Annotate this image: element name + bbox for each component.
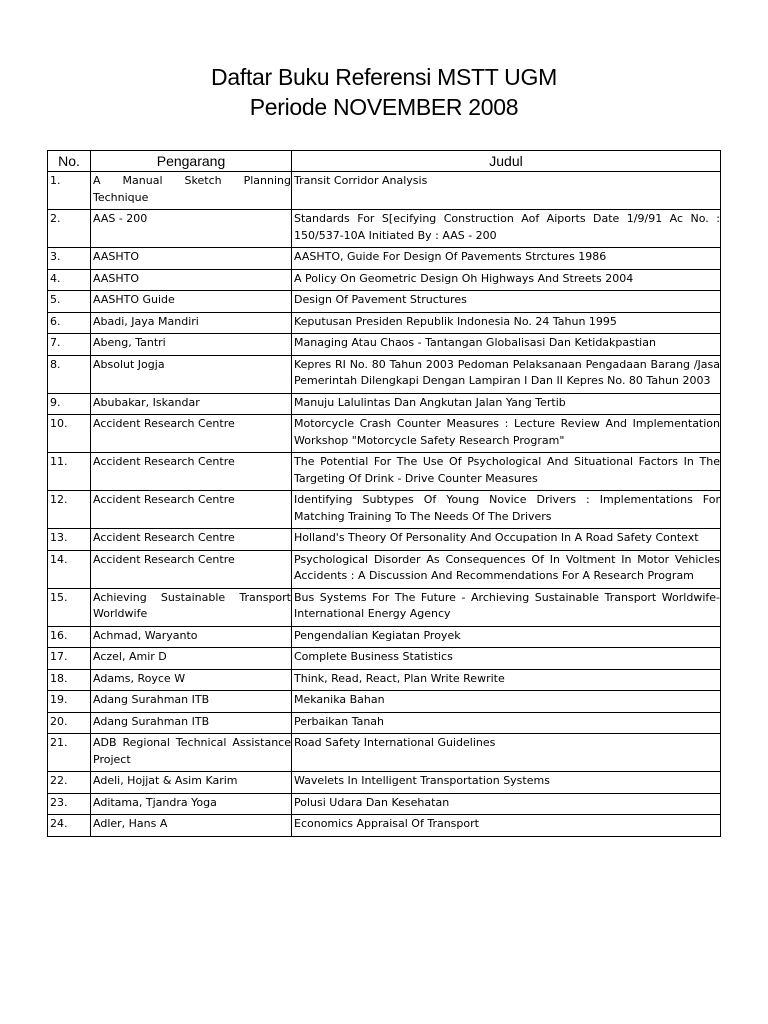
table-row [48, 393, 721, 415]
table-row [48, 793, 721, 815]
row-title: Design Of Pavement Structures [292, 291, 721, 313]
table-row [48, 415, 721, 453]
row-number: 23. [48, 793, 91, 815]
row-title: Manuju Lalulintas Dan Angkutan Jalan Yang Tertib [292, 393, 721, 415]
table-row [48, 248, 721, 270]
row-number: 11. [48, 453, 91, 491]
row-number: 9. [48, 393, 91, 415]
row-title: Kepres RI No. 80 Tahun 2003 Pedoman Pelaksanaan Pengadaan Barang /Jasa Pemerintah Dilengkapi Dengan Lampiran I Dan II Kepres No. 80 Tahun 2003 [292, 355, 721, 393]
row-title: Identifying Subtypes Of Young Novice Drivers : Implementations For Matching Training To The Needs Of The Drivers [292, 491, 721, 529]
row-number: 16. [48, 626, 91, 648]
header-author: Pengarang [91, 151, 292, 172]
table-row [48, 291, 721, 313]
table-body [48, 172, 721, 837]
row-title: Keputusan Presiden Republik Indonesia No. 24 Tahun 1995 [292, 312, 721, 334]
row-number: 21. [48, 734, 91, 772]
row-number: 20. [48, 712, 91, 734]
title-line-2: Periode NOVEMBER 2008 [249, 94, 519, 120]
row-author: Achmad, Waryanto [91, 626, 292, 648]
table-row [48, 210, 721, 248]
row-title: Think, Read, React, Plan Write Rewrite [292, 669, 721, 691]
table-row [48, 734, 721, 772]
row-author: Adams, Royce W [91, 669, 292, 691]
row-number: 24. [48, 815, 91, 837]
document-title [0, 62, 768, 122]
table-row [48, 669, 721, 691]
table-row [48, 772, 721, 794]
header-no: No. [48, 151, 91, 172]
row-author: Accident Research Centre [91, 415, 292, 453]
row-number: 2. [48, 210, 91, 248]
row-title: AASHTO, Guide For Design Of Pavements Strctures 1986 [292, 248, 721, 270]
row-title: Psychological Disorder As Consequences Of In Voltment In Motor Vehicles Accidents : A Discussion And Recommendations For A Research Program [292, 550, 721, 588]
row-number: 14. [48, 550, 91, 588]
row-title: Polusi Udara Dan Kesehatan [292, 793, 721, 815]
row-author: AAS - 200 [91, 210, 292, 248]
table-row [48, 626, 721, 648]
title-line-1: Daftar Buku Referensi MSTT UGM [211, 64, 557, 90]
row-title: Economics Appraisal Of Transport [292, 815, 721, 837]
row-author: Adang Surahman ITB [91, 712, 292, 734]
table-row [48, 815, 721, 837]
row-author: Accident Research Centre [91, 529, 292, 551]
row-title: Bus Systems For The Future - Archieving Sustainable Transport Worldwife-International Energy Agency [292, 588, 721, 626]
row-author: Abubakar, Iskandar [91, 393, 292, 415]
table-row [48, 453, 721, 491]
row-author: Abeng, Tantri [91, 334, 292, 356]
row-title: Complete Business Statistics [292, 648, 721, 670]
reference-table [47, 150, 721, 837]
row-number: 8. [48, 355, 91, 393]
row-number: 13. [48, 529, 91, 551]
row-number: 10. [48, 415, 91, 453]
row-number: 1. [48, 172, 91, 210]
row-title: Transit Corridor Analysis [292, 172, 721, 210]
row-author: AASHTO Guide [91, 291, 292, 313]
row-author: ADB Regional Technical Assistance Project [91, 734, 292, 772]
table-row [48, 172, 721, 210]
row-author: Achieving Sustainable Transport Worldwife [91, 588, 292, 626]
row-number: 3. [48, 248, 91, 270]
row-number: 6. [48, 312, 91, 334]
row-number: 7. [48, 334, 91, 356]
row-number: 19. [48, 691, 91, 713]
table-row [48, 588, 721, 626]
row-title: Pengendalian Kegiatan Proyek [292, 626, 721, 648]
table-row [48, 269, 721, 291]
row-number: 4. [48, 269, 91, 291]
row-author: Adler, Hans A [91, 815, 292, 837]
row-author: Abadi, Jaya Mandiri [91, 312, 292, 334]
row-title: Mekanika Bahan [292, 691, 721, 713]
table-row [48, 312, 721, 334]
row-number: 22. [48, 772, 91, 794]
row-author: AASHTO [91, 248, 292, 270]
row-title: Managing Atau Chaos - Tantangan Globalisasi Dan Ketidakpastian [292, 334, 721, 356]
table-row [48, 712, 721, 734]
row-title: Motorcycle Crash Counter Measures : Lecture Review And Implementation Workshop "Motorcycle Safety Research Program" [292, 415, 721, 453]
row-title: Road Safety International Guidelines [292, 734, 721, 772]
row-author: AASHTO [91, 269, 292, 291]
row-author: Accident Research Centre [91, 491, 292, 529]
row-title: Perbaikan Tanah [292, 712, 721, 734]
row-number: 12. [48, 491, 91, 529]
table-row [48, 529, 721, 551]
row-author: Adeli, Hojjat & Asim Karim [91, 772, 292, 794]
row-title: Holland's Theory Of Personality And Occupation In A Road Safety Context [292, 529, 721, 551]
row-title: Wavelets In Intelligent Transportation Systems [292, 772, 721, 794]
row-title: A Policy On Geometric Design Oh Highways And Streets 2004 [292, 269, 721, 291]
row-number: 17. [48, 648, 91, 670]
row-author: Accident Research Centre [91, 550, 292, 588]
header-title: Judul [292, 151, 721, 172]
table-header-row [48, 151, 721, 172]
row-author: Adang Surahman ITB [91, 691, 292, 713]
row-author: Accident Research Centre [91, 453, 292, 491]
table-row [48, 691, 721, 713]
row-title: Standards For S[ecifying Construction Aof Aiports Date 1/9/91 Ac No. : 150/537-10A Initiated By : AAS - 200 [292, 210, 721, 248]
row-number: 5. [48, 291, 91, 313]
row-author: Aczel, Amir D [91, 648, 292, 670]
table-row [48, 334, 721, 356]
row-author: Aditama, Tjandra Yoga [91, 793, 292, 815]
row-author: Absolut Jogja [91, 355, 292, 393]
table-row [48, 491, 721, 529]
row-title: The Potential For The Use Of Psychological And Situational Factors In The Targeting Of Drink - Drive Counter Measures [292, 453, 721, 491]
row-number: 18. [48, 669, 91, 691]
table-row [48, 550, 721, 588]
row-author: A Manual Sketch Planning Technique [91, 172, 292, 210]
table-row [48, 648, 721, 670]
table-row [48, 355, 721, 393]
row-number: 15. [48, 588, 91, 626]
